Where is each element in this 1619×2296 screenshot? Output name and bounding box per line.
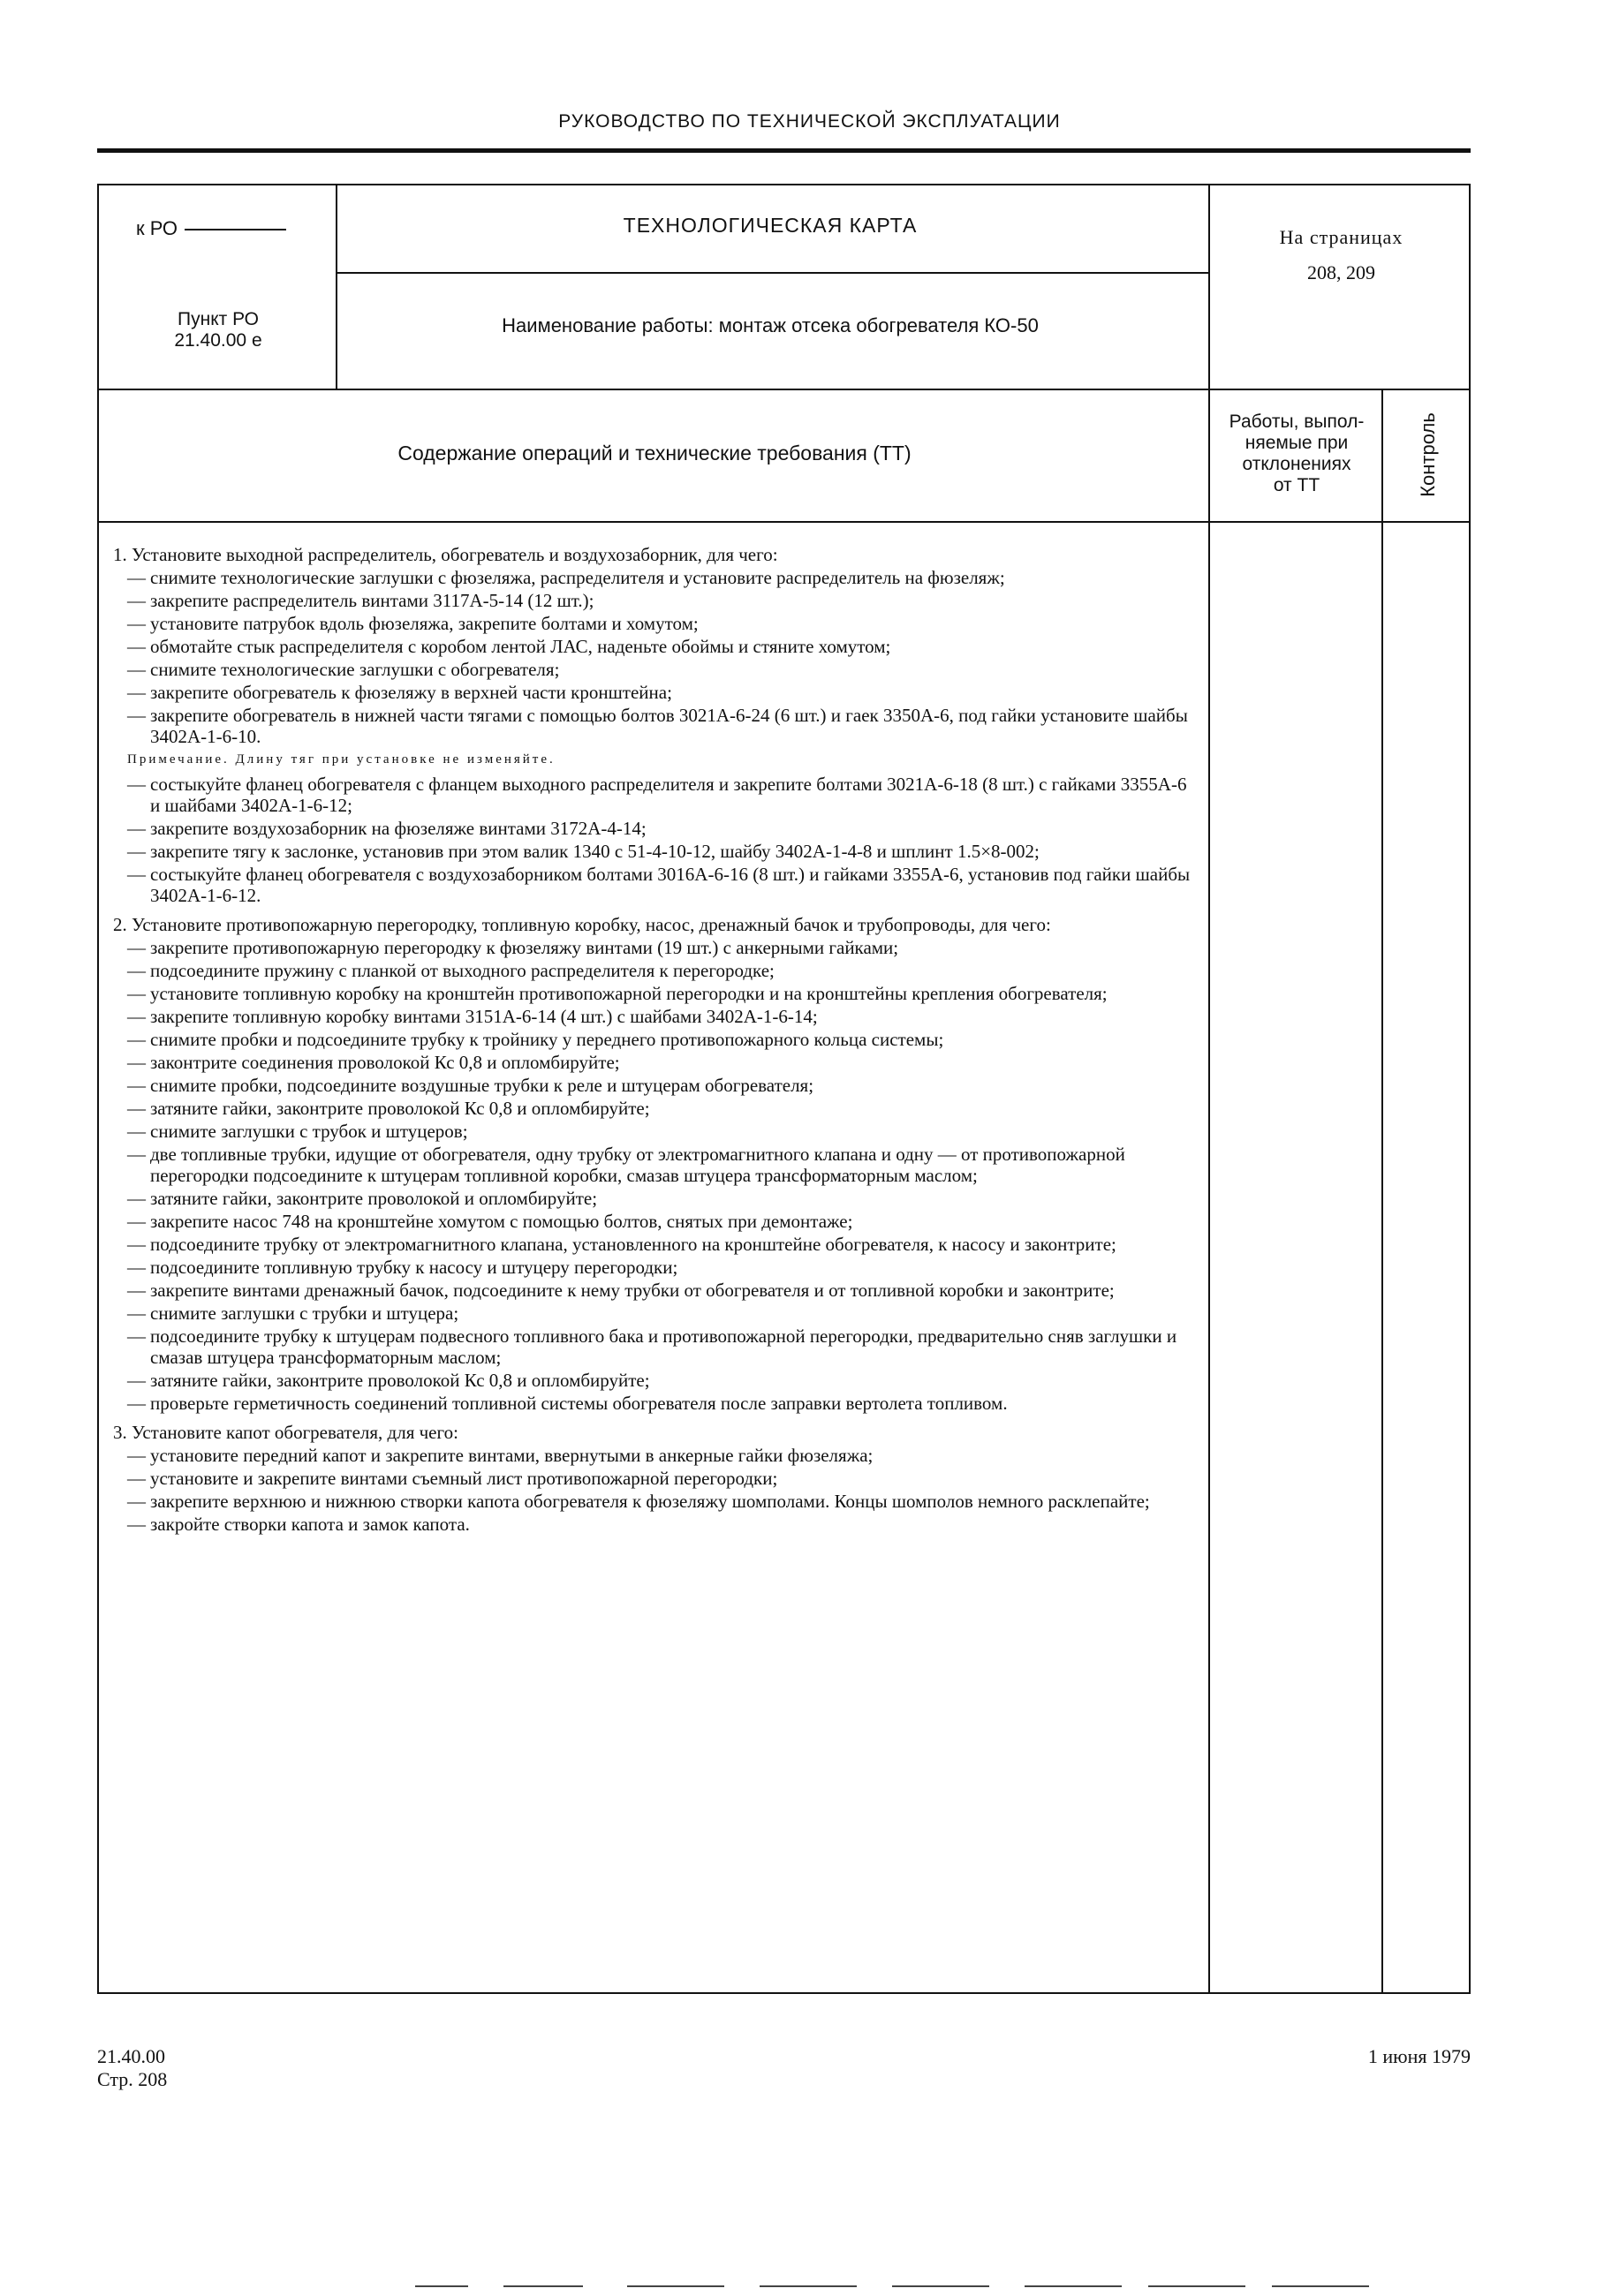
- operation-text: затяните гайки, законтрите проволокой и опломбируйте;: [150, 1188, 598, 1209]
- operation-step: [113, 1052, 1192, 1073]
- dash-marker: —: [127, 864, 146, 885]
- operation-text: установите патрубок вдоль фюзеляжа, закрепите болтами и хомутом;: [150, 613, 699, 634]
- document-header: РУКОВОДСТВО ПО ТЕХНИЧЕСКОЙ ЭКСПЛУАТАЦИИ: [558, 111, 1061, 132]
- edge-mark: [415, 2285, 468, 2287]
- divider: [336, 272, 1208, 274]
- operation-text: подсоедините трубку к штуцерам подвесного топливного бака и противопожарной перегородки, предварительно сняв заглушки и смазав штуцера трансформаторным маслом;: [150, 1325, 1177, 1368]
- operation-step: [113, 1468, 1192, 1489]
- deviation-line: от ТТ: [1273, 475, 1320, 495]
- punkt-label: Пункт РО: [178, 309, 259, 329]
- dash-marker: —: [127, 590, 146, 611]
- operation-text: две топливные трубки, идущие от обогревателя, одну трубку от электромагнитного клапана и одну — от противопожарной перегородки подсоедините к штуцерам топливной коробки, смазав штуцера трансформаторным маслом;: [150, 1144, 1125, 1186]
- operation-step: [113, 1121, 1192, 1142]
- operation-text: подсоедините топливную трубку к насосу и штуцеру перегородки;: [150, 1257, 678, 1278]
- operation-step: [113, 1393, 1192, 1414]
- control-label: Контроль: [1416, 412, 1439, 497]
- header-rule: [97, 148, 1471, 153]
- dash-marker: —: [127, 1257, 146, 1278]
- divider: [1381, 389, 1383, 1992]
- footer-left: [97, 2045, 167, 2091]
- deviation-line: няемые при: [1245, 433, 1349, 453]
- operation-text: обмотайте стык распределителя с коробом лентой ЛАС, наденьте обоймы и стяните хомутом;: [150, 636, 891, 657]
- operation-text: законтрите соединения проволокой Кс 0,8 и опломбируйте;: [150, 1052, 620, 1073]
- operation-section: [113, 1422, 1192, 1535]
- dash-marker: —: [127, 1468, 146, 1489]
- operation-step: [113, 864, 1192, 906]
- dash-marker: —: [127, 841, 146, 862]
- operation-step: [113, 1144, 1192, 1186]
- operation-step: [113, 705, 1192, 747]
- operation-text: затяните гайки, законтрите проволокой Кс 0,8 и опломбируйте;: [150, 1370, 650, 1391]
- dash-marker: —: [127, 818, 146, 839]
- dash-marker: —: [127, 1121, 146, 1142]
- operation-step: [113, 1075, 1192, 1096]
- dash-marker: —: [127, 1370, 146, 1391]
- divider: [99, 389, 1469, 390]
- operation-step: [113, 1280, 1192, 1301]
- operation-step: [113, 1234, 1192, 1255]
- dash-marker: —: [127, 1393, 146, 1414]
- operation-step: [113, 636, 1192, 657]
- note-line: Примечание. Длину тяг при установке не изменяйте.: [127, 752, 556, 767]
- dash-marker: —: [127, 567, 146, 588]
- operation-text: закройте створки капота и замок капота.: [150, 1514, 470, 1535]
- operation-text: снимите технологические заглушки с обогревателя;: [150, 659, 560, 680]
- card-title: ТЕХНОЛОГИЧЕСКАЯ КАРТА: [623, 214, 918, 237]
- edge-mark: [1272, 2285, 1369, 2287]
- dash-marker: —: [127, 1052, 146, 1073]
- operation-text: установите и закрепите винтами съемный лист противопожарной перегородки;: [150, 1468, 778, 1489]
- operation-step: [113, 659, 1192, 680]
- operation-step: [113, 1370, 1192, 1391]
- operation-step: [113, 818, 1192, 839]
- punkt-value: 21.40.00 е: [174, 330, 262, 351]
- operation-step: [113, 1303, 1192, 1324]
- operation-text: подсоедините пружину с планкой от выходного распределителя к перегородке;: [150, 960, 775, 981]
- dash-marker: —: [127, 1280, 146, 1301]
- dash-marker: —: [127, 1188, 146, 1209]
- edge-mark: [1025, 2285, 1122, 2287]
- dash-marker: —: [127, 983, 146, 1004]
- operation-step: [113, 1445, 1192, 1466]
- operation-text: закрепите топливную коробку винтами 3151А-6-14 (4 шт.) с шайбами 3402А-1-6-14;: [150, 1006, 818, 1027]
- operation-text: закрепите воздухозаборник на фюзеляже винтами 3172А-4-14;: [150, 818, 647, 839]
- operation-text: закрепите винтами дренажный бачок, подсоедините к нему трубки от обогревателя и от топливной коробки и законтрите;: [150, 1280, 1115, 1301]
- operation-text: снимите пробки, подсоедините воздушные трубки к реле и штуцерам обогревателя;: [150, 1075, 814, 1096]
- k-po-label: к РО: [136, 217, 178, 239]
- footer-date: 1 июня 1979: [1367, 2045, 1471, 2067]
- operation-text: состыкуйте фланец обогревателя с воздухозаборником болтами 3016А-6-16 (8 шт.) и гайками 3355А-6, установив под гайки шайбы 3402А-1-6-12.: [150, 864, 1191, 906]
- operation-text: установите топливную коробку на кронштейн противопожарной перегородки и на кронштейны крепления обогревателя;: [150, 983, 1108, 1004]
- deviation-line: Работы, выпол-: [1229, 412, 1365, 432]
- dash-marker: —: [127, 1098, 146, 1119]
- edge-mark: [892, 2285, 989, 2287]
- operation-step: [113, 1006, 1192, 1027]
- operation-step: [113, 937, 1192, 958]
- operation-text: проверьте герметичность соединений топливной системы обогревателя после заправки вертолета топливом.: [150, 1393, 1008, 1414]
- operation-text: затяните гайки, законтрите проволокой Кс 0,8 и опломбируйте;: [150, 1098, 650, 1119]
- dash-marker: —: [127, 659, 146, 680]
- operation-step: [113, 841, 1192, 862]
- operation-text: снимите заглушки с трубок и штуцеров;: [150, 1121, 468, 1142]
- operation-text: закрепите тягу к заслонке, установив при этом валик 1340 с 51-4-10-12, шайбу 3402А-1-4-8 и шплинт 1.5×8-002;: [150, 841, 1040, 862]
- pages-label: На страницах: [1279, 226, 1403, 248]
- dash-marker: —: [127, 774, 146, 795]
- dash-marker: —: [127, 937, 146, 958]
- k-po-blank: [185, 229, 286, 230]
- dash-marker: —: [127, 1491, 146, 1512]
- dash-marker: —: [127, 1211, 146, 1232]
- operations-list: [113, 544, 1192, 1543]
- operation-step: [113, 1211, 1192, 1232]
- k-po-field: [136, 217, 286, 240]
- dash-marker: —: [127, 682, 146, 703]
- operation-text: закрепите противопожарную перегородку к фюзеляжу винтами (19 шт.) с анкерными гайками;: [150, 937, 899, 958]
- scan-edge-marks: [0, 2285, 1619, 2289]
- dash-marker: —: [127, 1303, 146, 1324]
- operation-text: снимите пробки и подсоедините трубку к тройнику у переднего противопожарного кольца системы;: [150, 1029, 944, 1050]
- section-title: 2. Установите противопожарную перегородку, топливную коробку, насос, дренажный бачок и трубопроводы, для чего:: [113, 914, 1051, 935]
- footer-code: 21.40.00: [97, 2045, 165, 2067]
- operation-step: [113, 590, 1192, 611]
- operation-step: [113, 1257, 1192, 1278]
- operation-step: [113, 1188, 1192, 1209]
- edge-mark: [627, 2285, 724, 2287]
- operation-step: [113, 774, 1192, 816]
- operation-step: [113, 1029, 1192, 1050]
- operation-text: закрепите верхнюю и нижнюю створки капота обогревателя к фюзеляжу шомполами. Концы шомполов немного расклепайте;: [150, 1491, 1150, 1512]
- operation-step: [113, 567, 1192, 588]
- operation-step: [113, 613, 1192, 634]
- work-name: Наименование работы: монтаж отсека обогревателя КО-50: [502, 314, 1039, 336]
- section-title: 3. Установите капот обогревателя, для чего:: [113, 1422, 458, 1443]
- dash-marker: —: [127, 1006, 146, 1027]
- operation-step: [113, 682, 1192, 703]
- operation-text: подсоедините трубку от электромагнитного клапана, установленного на кронштейне обогревателя, к насосу и законтрите;: [150, 1234, 1116, 1255]
- dash-marker: —: [127, 1029, 146, 1050]
- operation-text: установите передний капот и закрепите винтами, ввернутыми в анкерные гайки фюзеляжа;: [150, 1445, 874, 1466]
- section-title: 1. Установите выходной распределитель, обогреватель и воздухозаборник, для чего:: [113, 544, 778, 565]
- dash-marker: —: [127, 1445, 146, 1466]
- dash-marker: —: [127, 960, 146, 981]
- operation-step: [113, 1098, 1192, 1119]
- operation-step: [113, 983, 1192, 1004]
- column-header-control: [1383, 389, 1472, 521]
- deviation-line: отклонениях: [1242, 454, 1351, 474]
- operation-step: [113, 1325, 1192, 1368]
- operation-step: [113, 1514, 1192, 1535]
- column-header-deviation: [1210, 412, 1383, 496]
- operation-text: закрепите обогреватель в нижней части тягами с помощью болтов 3021А-6-24 (6 шт.) и гаек 3350А-6, под гайки установите шайбы 3402А-1-6-10.: [150, 705, 1188, 747]
- dash-marker: —: [127, 1514, 146, 1535]
- edge-mark: [760, 2285, 857, 2287]
- operation-section: [113, 914, 1192, 1414]
- operation-text: снимите технологические заглушки с фюзеляжа, распределителя и установите распределитель на фюзеляж;: [150, 567, 1005, 588]
- dash-marker: —: [127, 613, 146, 634]
- operation-text: закрепите насос 748 на кронштейне хомутом с помощью болтов, снятых при демонтаже;: [150, 1211, 853, 1232]
- dash-marker: —: [127, 1144, 146, 1165]
- operation-text: состыкуйте фланец обогревателя с фланцем выходного распределителя и закрепите болтами 3021А-6-18 (8 шт.) с гайками 3355А-6 и шайбами 3402А-1-6-12;: [150, 774, 1187, 816]
- dash-marker: —: [127, 1234, 146, 1255]
- operation-text: снимите заглушки с трубки и штуцера;: [150, 1303, 459, 1324]
- dash-marker: —: [127, 1325, 146, 1347]
- operation-text: закрепите распределитель винтами 3117А-5-14 (12 шт.);: [150, 590, 594, 611]
- tech-card: [97, 184, 1471, 1994]
- edge-mark: [503, 2285, 583, 2287]
- footer-page: Стр. 208: [97, 2068, 168, 2090]
- pages-numbers: 208, 209: [1307, 261, 1375, 283]
- punkt-block: [99, 309, 337, 351]
- operation-section: [113, 544, 1192, 906]
- dash-marker: —: [127, 1075, 146, 1096]
- operation-text: закрепите обогреватель к фюзеляжу в верхней части кронштейна;: [150, 682, 672, 703]
- divider: [99, 521, 1469, 523]
- operation-step: [113, 1491, 1192, 1512]
- edge-mark: [1148, 2285, 1245, 2287]
- column-header-content: Содержание операций и технические требования (ТТ): [397, 442, 912, 464]
- dash-marker: —: [127, 705, 146, 726]
- operation-step: [113, 960, 1192, 981]
- dash-marker: —: [127, 636, 146, 657]
